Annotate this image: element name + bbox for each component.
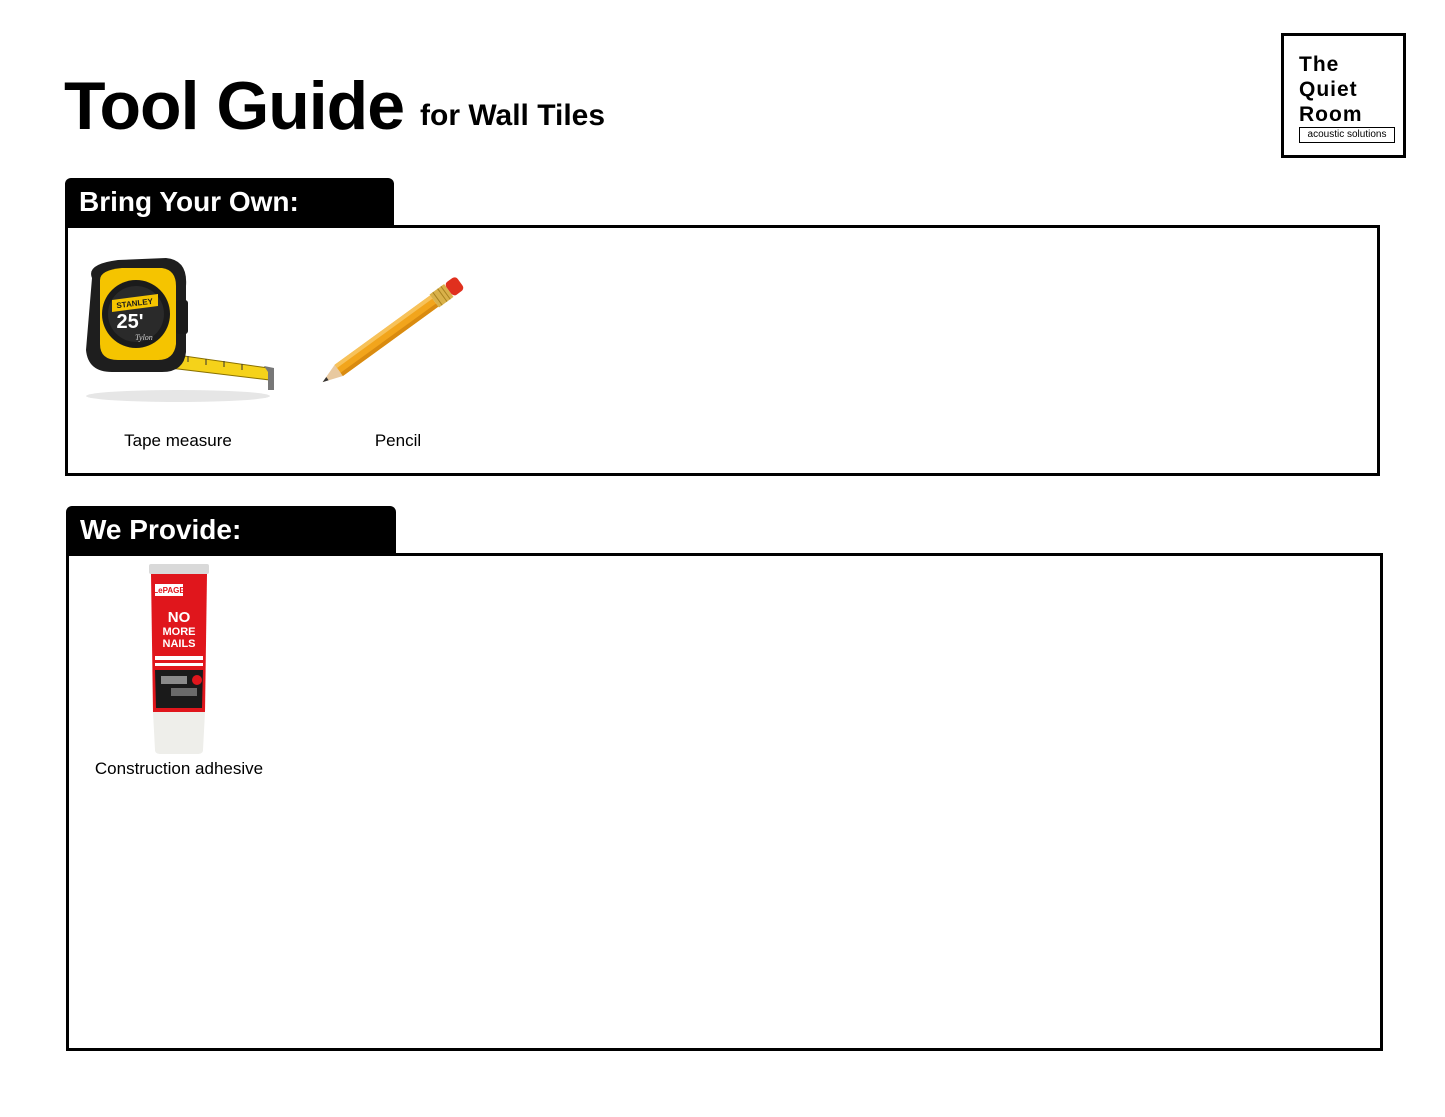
section-panel-we-provide: [66, 553, 1383, 1051]
item-label-construction-adhesive: Construction adhesive: [94, 759, 264, 778]
adhesive-brand: LePAGE: [153, 586, 185, 595]
adhesive-product-line-2: MORE: [162, 626, 196, 638]
item-label-pencil: Pencil: [374, 431, 422, 450]
adhesive-product-line-1: NO: [167, 609, 191, 626]
adhesive-product-line-3: NAILS: [162, 638, 196, 650]
section-tab-bring-your-own: Bring Your Own:: [65, 178, 394, 228]
logo-line-3: Room: [1299, 103, 1363, 126]
logo-line-2: Quiet: [1299, 78, 1358, 101]
logo-tagline: acoustic solutions: [1299, 127, 1395, 143]
section-tab-we-provide: We Provide:: [66, 506, 396, 556]
page-subtitle: for Wall Tiles: [420, 99, 606, 132]
page-title: Tool Guide: [64, 68, 405, 144]
logo-line-1: The: [1299, 53, 1340, 76]
tape-measure-model: Tylon: [135, 333, 153, 342]
section-panel-bring-your-own: [65, 225, 1380, 476]
adhesive-tube-icon: [147, 564, 211, 754]
tape-measure-icon: [78, 256, 278, 406]
pencil-icon: [298, 266, 488, 396]
tape-measure-brand: STANLEY: [115, 296, 154, 311]
brand-logo: [1281, 33, 1406, 158]
item-label-tape-measure: Tape measure: [124, 431, 232, 450]
tape-measure-size: 25': [116, 311, 144, 333]
